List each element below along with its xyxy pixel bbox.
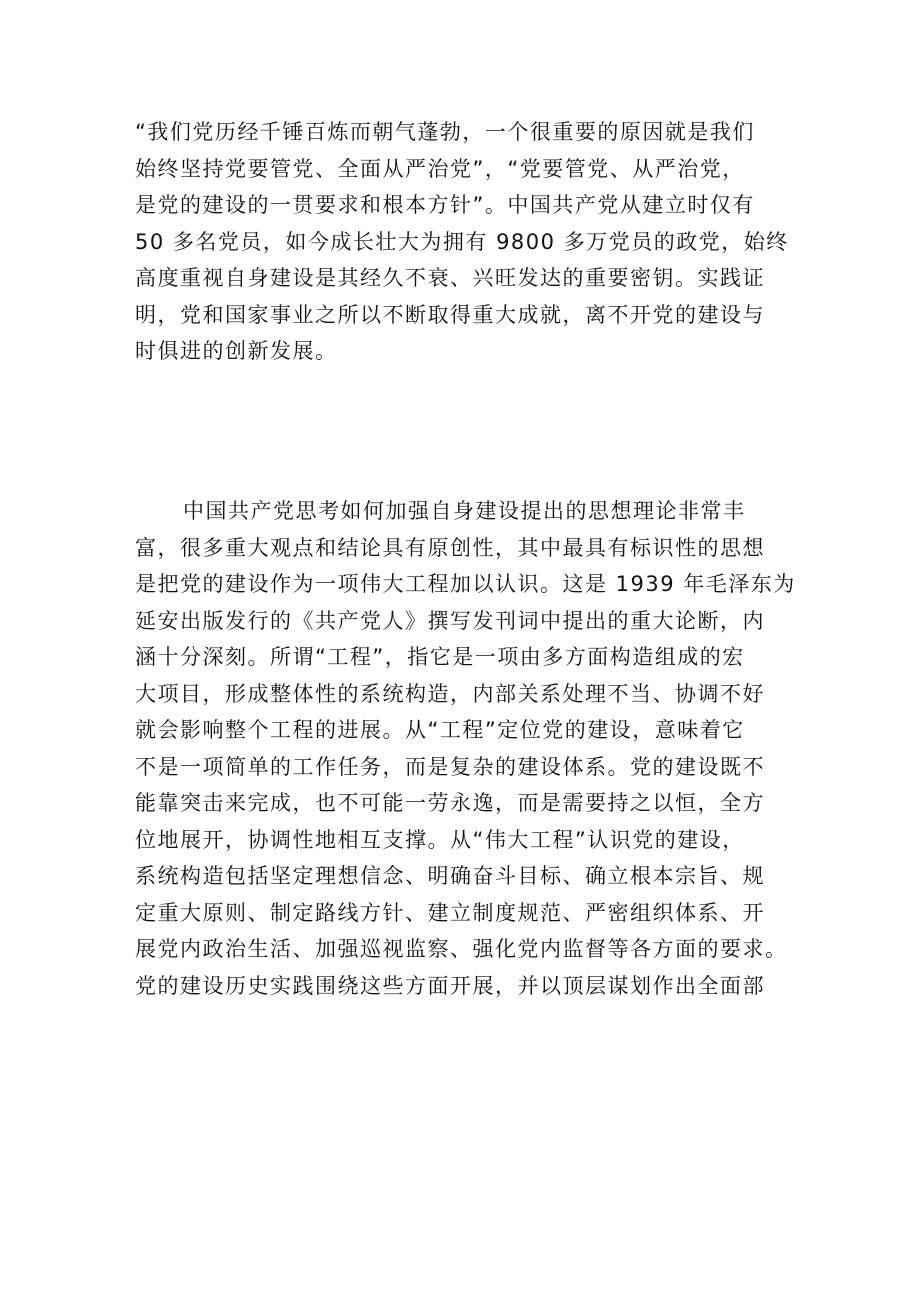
- paragraph-1-line-2: 始终坚持党要管党、全面从严治党”，“党要管党、从严治党，: [135, 156, 745, 181]
- paragraph-1-line-1: “我们党历经千锤百炼而朝气蓬勃，一个很重要的原因就是我们: [135, 120, 755, 144]
- paragraph-2-line-1: 中国共产党思考如何加强自身建设提出的思想理论非常丰: [183, 499, 746, 523]
- paragraph-1-line-6: 明，党和国家事业之所以不断取得重大成就，离不开党的建设与: [135, 302, 765, 327]
- paragraph-2-line-3: 是把党的建设作为一项伟大工程加以认识。这是 1939 年毛泽东为: [135, 572, 796, 596]
- paragraph-2-line-8: 不是一项简单的工作任务，而是复杂的建设体系。党的建设既不: [135, 754, 765, 779]
- paragraph-1-line-7: 时俱进的创新发展。: [135, 339, 338, 363]
- paragraph-2-line-2: 富，很多重大观点和结论具有原创性，其中最具有标识性的思想: [135, 535, 765, 560]
- paragraph-2-line-9: 能靠突击来完成，也不可能一劳永逸，而是需要持之以恒，全方: [135, 791, 765, 815]
- paragraph-2-line-14: 党的建设历史实践围绕这些方面开展，并以顶层谋划作出全面部: [135, 973, 765, 998]
- paragraph-2-line-6: 大项目，形成整体性的系统构造，内部关系处理不当、协调不好: [135, 681, 765, 706]
- paragraph-1: [135, 114, 795, 370]
- paragraph-2-line-5: 涵十分深刻。所谓“工程”，指它是一项由多方面构造组成的宏: [135, 645, 745, 669]
- paragraph-2: [135, 493, 795, 1004]
- paragraph-1-line-5: 高度重视自身建设是其经久不衰、兴旺发达的重要密钥。实践证: [135, 266, 765, 290]
- paragraph-2-line-12: 定重大原则、制定路线方针、建立制度规范、严密组织体系、开: [135, 900, 765, 925]
- paragraph-1-line-3: 是党的建设的一贯要求和根本方针”。中国共产党从建立时仅有: [135, 193, 755, 217]
- paragraph-2-line-7: 就会影响整个工程的进展。从“工程”定位党的建设，意味着它: [135, 718, 745, 742]
- paragraph-2-line-11: 系统构造包括坚定理想信念、明确奋斗目标、确立根本宗旨、规: [135, 864, 765, 888]
- paragraph-1-line-4: 50 多名党员，如今成长壮大为拥有 9800 多万党员的政党，始终: [135, 229, 789, 254]
- paragraph-2-line-13: 展党内政治生活、加强巡视监察、强化党内监督等各方面的要求。: [135, 937, 788, 961]
- paragraph-2-line-4: 延安出版发行的《共产党人》撰写发刊词中提出的重大论断，内: [135, 608, 765, 633]
- paragraph-2-line-10: 位地展开，协调性地相互支撑。从“伟大工程”认识党的建设，: [135, 827, 745, 852]
